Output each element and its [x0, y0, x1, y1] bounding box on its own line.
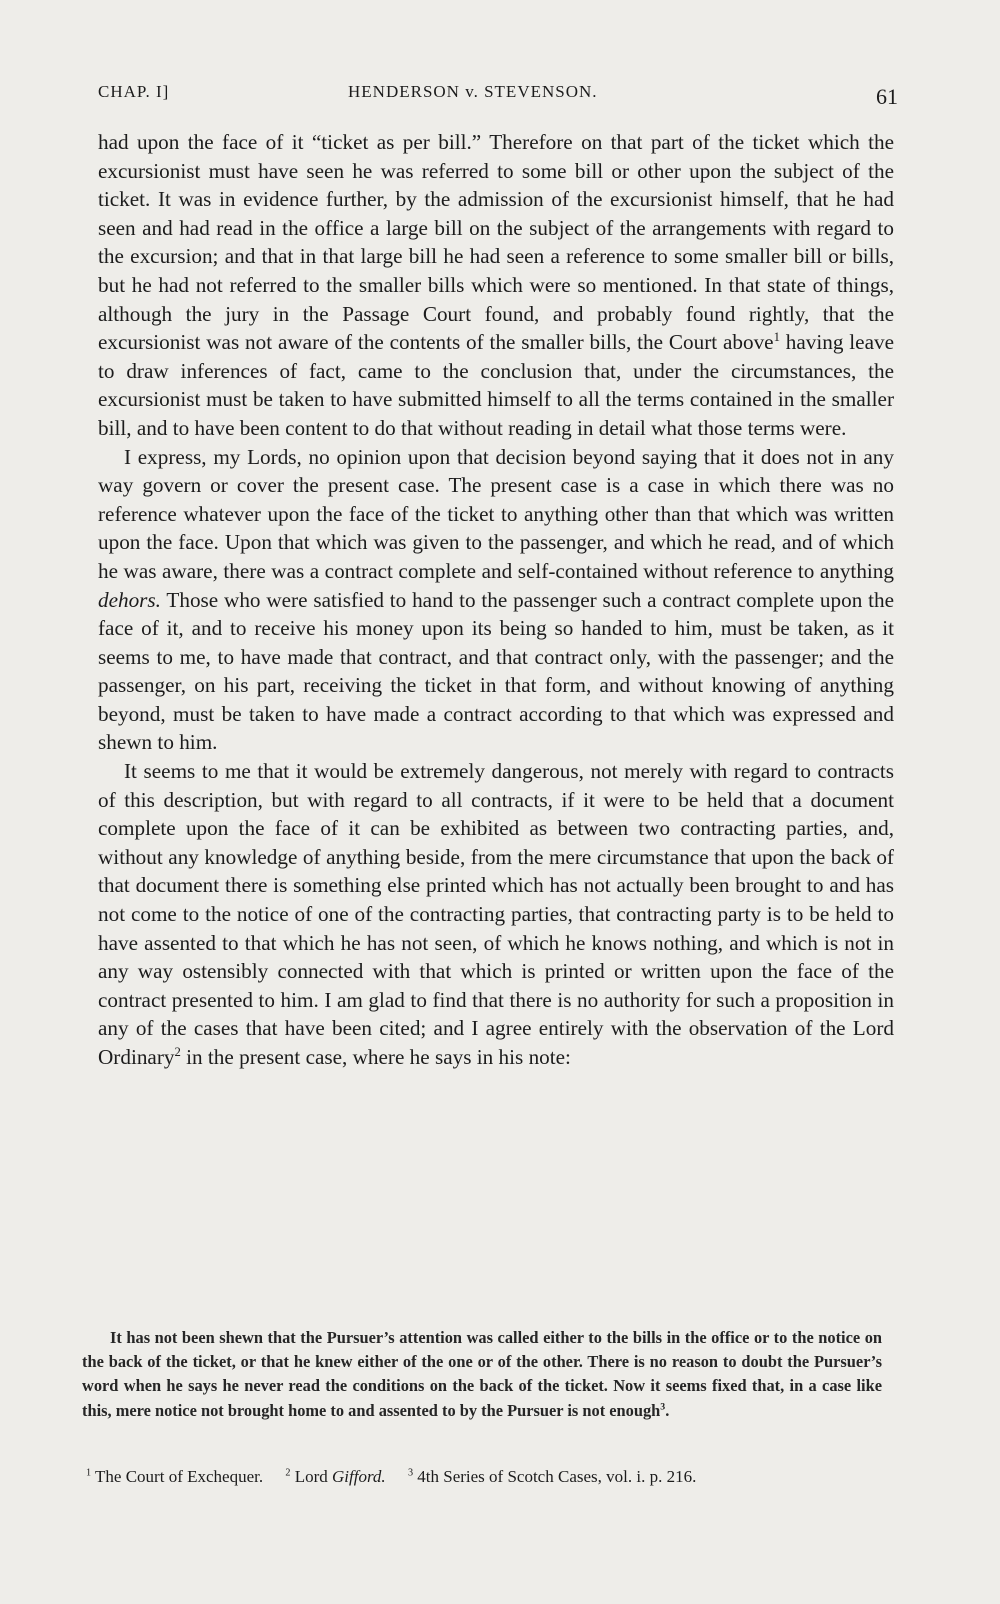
chapter-label: CHAP. I]	[98, 82, 170, 101]
footnote-mark-2: 2	[285, 1467, 291, 1479]
paragraph-3-text-cont: in the present case, where he says in his note:	[180, 1045, 571, 1069]
block-quote	[82, 1326, 882, 1423]
paragraph-1	[98, 128, 894, 443]
paragraph-1-text-cont: having leave to draw inferences of fact, came to the conclusion that, under the circumstances, the excursionist must be taken to have submitted himself to all the terms contained in the smaller bill, and to have been content to do that without reading in detail what those terms were.	[98, 330, 894, 440]
footnote-1	[86, 1467, 263, 1486]
footnote-mark-3: 3	[407, 1467, 414, 1479]
paragraph-2-text-cont: Those who were satisfied to hand to the passenger such a contract complete upon the face of it, and to receive his money upon its being so handed to him, must be taken, as it seems to me, to have made that contract, and that contract only, with the passenger; and the passenger, on his part, receiving the ticket in that form, and without knowing of anything beyond, must be taken to have made a contract according to that which was expressed and shewn to him.	[98, 587, 894, 755]
footnote-text-2: Lord	[290, 1467, 332, 1486]
footnote-3	[408, 1467, 696, 1486]
footnote-mark-1: 1	[86, 1467, 92, 1479]
footnote-ref-1: 1	[773, 330, 780, 345]
paragraph-3-text: It seems to me that it would be extremely dangerous, not merely with regard to contracts of this description, but with regard to all contracts, if it were to be held that a document complete upon the face of it can be exhibited as between two contracting parties, and, without any knowledge of anything beside, from the mere circumstance that upon the back of that document there is something else printed which has not actually been brought to and has not come to the notice of one of the contracting parties, that contracting party is to be held to have assented to that which he has not seen, of which he knows nothing, and which is not in any way ostensibly connected with that which is printed or written upon the face of the contract presented to him. I am glad to find that there is no authority for such a proposition in any of the cases that have been cited; and I agree entirely with the observation of the Lord Ordinary	[98, 759, 894, 1069]
footnote-ref-2: 2	[174, 1044, 181, 1059]
running-title: HENDERSON v. STEVENSON.	[348, 82, 598, 101]
body-text	[98, 128, 894, 1072]
footnote-text-1: The Court of Exchequer.	[91, 1467, 264, 1486]
quote-end: .	[665, 1400, 670, 1420]
footnote-2	[285, 1467, 385, 1486]
footnotes	[86, 1466, 906, 1488]
quote-text: It has not been shewn that the Pursuer’s attention was called either to the bills in the office or to the notice on the back of the ticket, or that he knew either of the one or of the other. There is no reason to doubt the Pursuer’s word when he says he never read the conditions on the back of the ticket. Now it seems fixed that, in a case like this, mere notice not brought home to and assented to by the Pursuer is not enough	[82, 1328, 882, 1420]
paragraph-3	[98, 757, 894, 1072]
footnote-text-3: 4th Series of Scotch Cases, vol. i. p. 216.	[413, 1467, 697, 1486]
page-number: 61	[876, 84, 898, 109]
paragraph-2-text: I express, my Lords, no opinion upon that decision beyond saying that it does not in any way govern or cover the present case. The present case is a case in which there was no reference whatever upon the face of the ticket to anything other than that which was written upon the face. Upon that which was given to the passenger, and which he read, and of which he was aware, there was a contract complete and self-contained without reference to anything	[98, 444, 894, 583]
paragraph-1-text: had upon the face of it “ticket as per bill.” Therefore on that part of the ticket which the excursionist must have seen he was referred to some bill or other upon the subject of the ticket. It was in evidence further, by the admission of the excursionist himself, that he had seen and had read in the office a large bill on the subject of the arrangements with regard to the excursion; and that in that large bill he had seen a reference to some smaller bill or bills, but he had not referred to the smaller bills which were so mentioned. In that state of things, although the jury in the Passage Court found, and probably found rightly, that the excursionist was not aware of the contents of the smaller bills, the Court above	[98, 130, 894, 355]
paragraph-2	[98, 443, 894, 758]
italic-term: dehors.	[98, 587, 161, 612]
running-header	[98, 78, 898, 118]
footnote-ref-3: 3	[660, 1401, 666, 1413]
footnote-italic-2: Gifford.	[332, 1467, 386, 1486]
